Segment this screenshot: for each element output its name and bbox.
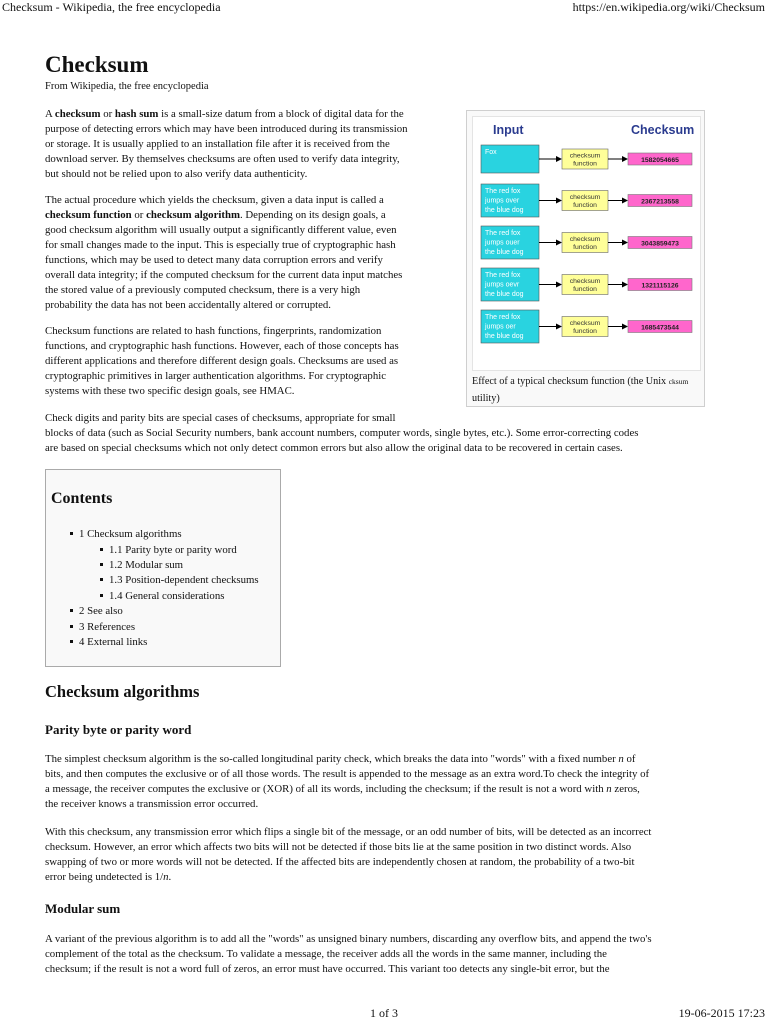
text-line: checksum. However, an error which affects two bits will not be detected if those bits lie at the same position in two distinct words. Also xyxy=(45,841,632,853)
page-header-title: Checksum - Wikipedia, the free encyclopedia xyxy=(2,0,221,14)
toc-item-references[interactable]: 3 References xyxy=(70,620,135,635)
toc-title: Contents xyxy=(51,490,113,507)
toc-item-parity-byte[interactable]: 1.1 Parity byte or parity word xyxy=(100,543,237,558)
bold-term: checksum algorithm xyxy=(146,209,240,221)
input-text: jumps ouer xyxy=(485,239,520,247)
text-line: The simplest checksum algorithm is the so-called longitudinal parity check, which breaks the data into "words" with a fixed number n of xyxy=(45,753,636,765)
text-line: complement of the total as the checksum. To validate a message, the receiver adds all the words in the same manner, including the xyxy=(45,948,607,960)
input-text: jumps over xyxy=(485,197,520,205)
checksum-heading: Checksum xyxy=(631,123,695,137)
text-line: functions, and cryptographic hash functions. However, each of those concepts has xyxy=(45,340,399,352)
text-line: bits, and then computes the exclusive or of all those words. The result is appended to the message as an extra word.To check the integrity of xyxy=(45,768,650,780)
toc-item-general-considerations[interactable]: 1.4 General considerations xyxy=(100,589,224,604)
text-line: swapping of two or more words will not be detected. If the affected bits are independently chosen at random, the probability of a two-bit xyxy=(45,856,635,868)
text-line: checksum; if the result is not a word full of zeros, an error must have occurred. This variant too detects any single-bit error, but the xyxy=(45,963,610,975)
text-line: Checksum functions are related to hash functions, fingerprints, randomization xyxy=(45,325,382,337)
print-datetime: 19-06-2015 17:23 xyxy=(678,1006,765,1020)
function-label: checksum xyxy=(569,236,601,243)
section-heading-checksum-algorithms: Checksum algorithms xyxy=(45,682,200,701)
page-header-url: https://en.wikipedia.org/wiki/Checksum xyxy=(572,0,765,14)
checksum-value: 2367213558 xyxy=(641,198,679,206)
text-line: systems with these two specific design goals, see HMAC. xyxy=(45,385,295,397)
input-text: the blue dog xyxy=(485,207,524,214)
input-text: the blue dog xyxy=(485,333,524,340)
checksum-value: 1321115126 xyxy=(641,282,679,290)
text-line: are based on special checksums which not only detect common errors but also allow the original data to be recovered in certain cases. xyxy=(45,442,623,454)
input-text: the blue dog xyxy=(485,291,524,298)
input-heading: Input xyxy=(493,123,524,137)
function-label: checksum xyxy=(569,194,601,201)
article-subtitle: From Wikipedia, the free encyclopedia xyxy=(45,81,209,92)
checksum-value: 1685473544 xyxy=(641,324,679,332)
text-line: but should not be relied upon to also verify data authenticity. xyxy=(45,168,308,180)
caption-command: cksum xyxy=(668,377,689,386)
text-line: error being undetected is 1/n. xyxy=(45,871,172,883)
input-text: jumps oer xyxy=(485,323,516,331)
checksum-figure xyxy=(466,110,705,407)
bold-term: hash sum xyxy=(114,108,159,120)
text-line: probability the data has not been accidentally altered or corrupted. xyxy=(45,299,332,311)
input-text: jumps oevr xyxy=(485,281,520,289)
text-line: With this checksum, any transmission error which flips a single bit of the message, or an odd number of bits, will be detected as an incorrect xyxy=(45,826,652,838)
checksum-value: 3043859473 xyxy=(641,240,679,248)
function-label: function xyxy=(573,160,597,168)
function-label: function xyxy=(573,286,597,293)
function-label: checksum xyxy=(569,320,601,327)
text-line: different applications and therefore different design goals. Checksums are used as xyxy=(45,355,399,367)
page-number: 1 of 3 xyxy=(370,1006,398,1020)
text-line: A variant of the previous algorithm is to add all the "words" as unsigned binary numbers, discarding any overflow bits, and append the two's xyxy=(45,933,652,945)
bold-term: checksum xyxy=(54,108,101,120)
input-text: the blue dog xyxy=(485,249,524,256)
function-label: function xyxy=(573,328,597,335)
toc-item-see-also[interactable]: 2 See also xyxy=(70,604,123,619)
text-line: purpose of detecting errors which may have been introduced during its transmission xyxy=(45,123,408,135)
text-line: The actual procedure which yields the checksum, given a data input is called a xyxy=(45,194,384,206)
input-text: The red fox xyxy=(485,314,521,321)
figure-caption: Effect of a typical checksum function (the Unix cksum utility) xyxy=(472,376,689,404)
function-label: checksum xyxy=(569,278,601,285)
article-title: Checksum xyxy=(45,52,149,77)
checksum-diagram xyxy=(472,116,701,371)
toc-item-checksum-algorithms[interactable]: 1 Checksum algorithms xyxy=(70,527,182,542)
text-line: blocks of data (such as Social Security numbers, bank account numbers, computer words, single bytes, etc.). Some error-correcting codes xyxy=(45,427,639,439)
text-line: cryptographic primitives in larger authentication algorithms. For cryptographic xyxy=(45,370,387,382)
input-text: The red fox xyxy=(485,272,521,279)
text-line: for small changes made to the input. This is especially true of cryptographic hash xyxy=(45,239,396,251)
subsection-heading-parity: Parity byte or parity word xyxy=(45,722,192,737)
bold-term: checksum function xyxy=(45,209,132,221)
text-line: download server. By themselves checksums are often used to verify data integrity, xyxy=(45,153,400,165)
input-text: The red fox xyxy=(485,188,521,195)
toc-item-external-links[interactable]: 4 External links xyxy=(70,635,147,650)
text-line: a message, the receiver computes the exclusive or (XOR) of all its words, including the checksum; if the result is not a word with n zeros, xyxy=(45,783,640,795)
function-label: function xyxy=(573,244,597,251)
toc-item-modular-sum[interactable]: 1.2 Modular sum xyxy=(100,558,183,573)
text-line: the receiver knows a transmission error occurred. xyxy=(45,798,259,810)
input-text: Fox xyxy=(485,149,497,156)
text-line: checksum function or checksum algorithm. Depending on its design goals, a xyxy=(45,209,386,221)
text-line: the stored value of a previously computed checksum, there is a very high xyxy=(45,284,361,296)
text-line: good checksum algorithm will usually output a significantly different value, even xyxy=(45,224,397,236)
input-text: The red fox xyxy=(485,230,521,237)
text-line: functions, which may be used to detect many data corruption errors and verify xyxy=(45,254,383,266)
text-line: overall data integrity; if the computed checksum for the current data input matches xyxy=(45,269,403,281)
toc-item-position-dependent[interactable]: 1.3 Position-dependent checksums xyxy=(100,573,259,588)
text-line: Check digits and parity bits are special cases of checksums, appropriate for small xyxy=(45,412,396,424)
subsection-heading-modular-sum: Modular sum xyxy=(45,901,121,916)
text-line: A checksum or hash sum is a small-size datum from a block of digital data for the xyxy=(45,108,404,120)
table-of-contents xyxy=(45,469,281,667)
text-line: or storage. It is usually applied to an installation file after it is received from the xyxy=(45,138,390,150)
checksum-value: 1582054665 xyxy=(641,156,679,164)
checksum-diagram-svg xyxy=(473,117,700,370)
function-label: checksum xyxy=(569,152,601,160)
function-label: function xyxy=(573,202,597,209)
